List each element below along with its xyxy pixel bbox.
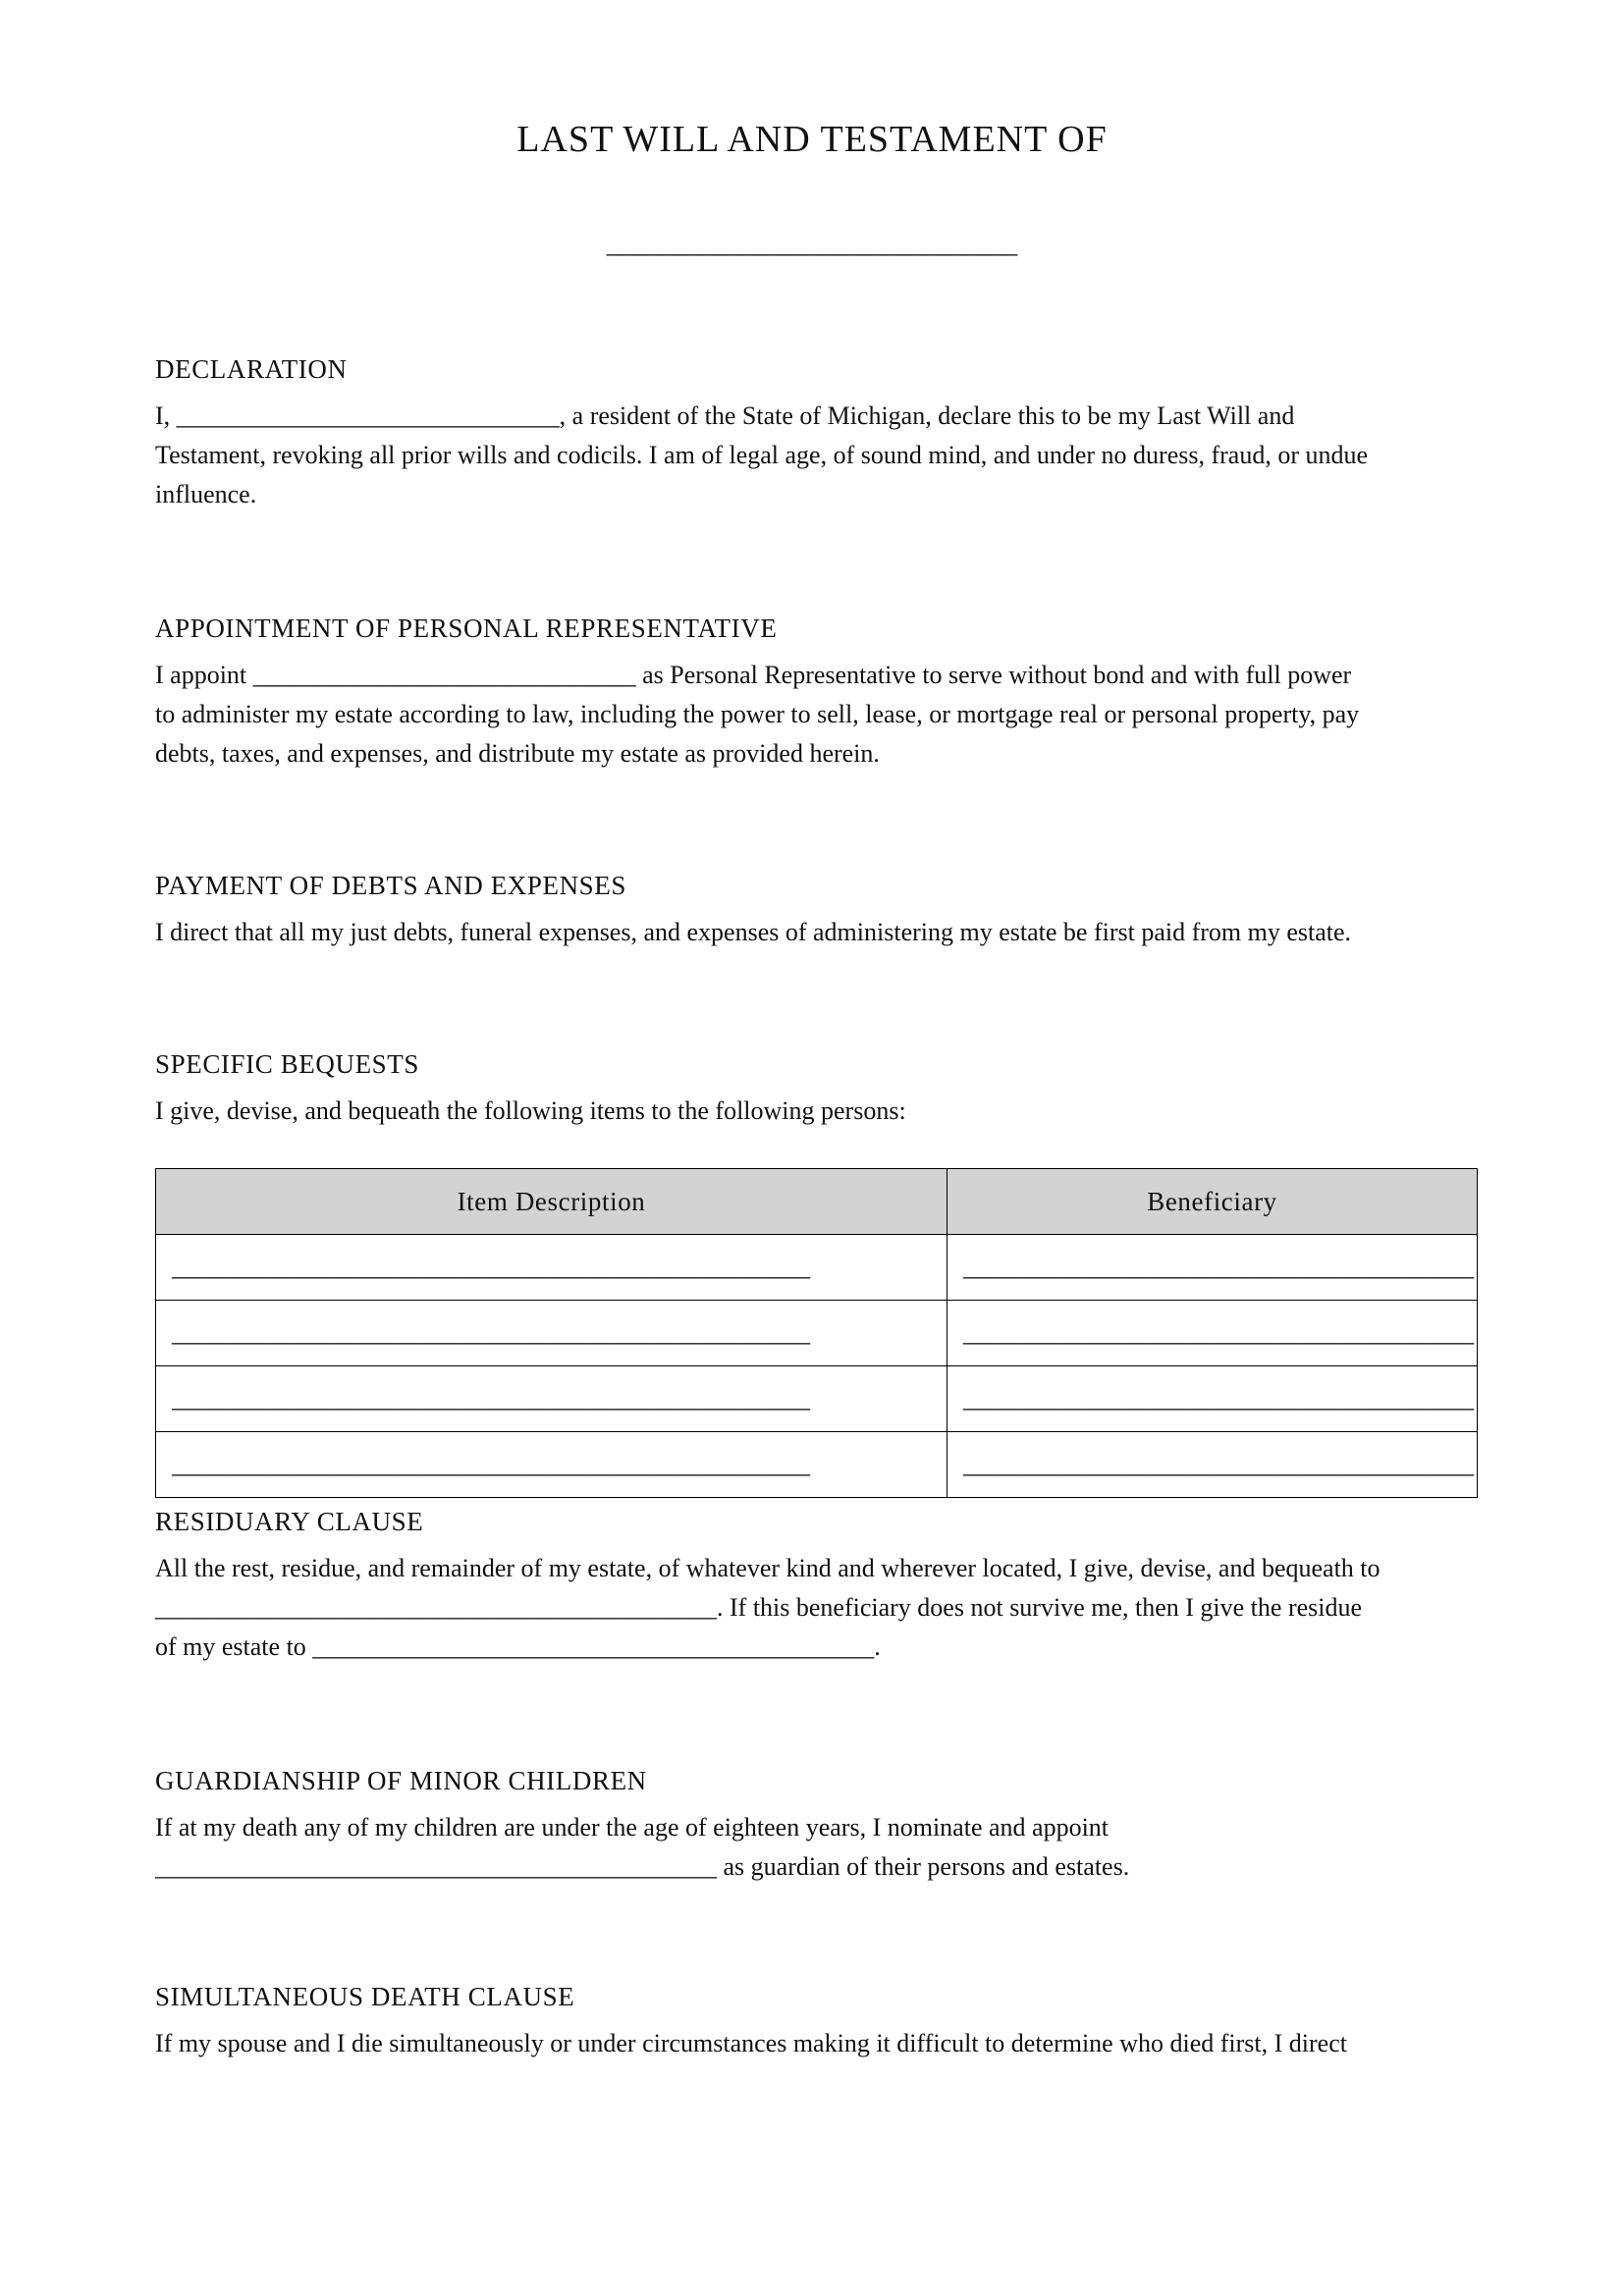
simultaneous-text: If my spouse and I die simultaneously or under circumstances making it difficult to determine who died first, I direct	[155, 2029, 1347, 2057]
column-header-beneficiary: Beneficiary	[947, 1169, 1478, 1235]
bequests-table	[155, 1168, 1478, 1498]
beneficiary-blank[interactable]: ________________________________________	[947, 1301, 1478, 1366]
table-row	[156, 1432, 1478, 1498]
appointment-heading: APPOINTMENT OF PERSONAL REPRESENTATIVE	[155, 614, 778, 643]
bequests-heading: SPECIFIC BEQUESTS	[155, 1049, 420, 1079]
residuary-text: All the rest, residue, and remainder of my estate, of whatever kind and wherever located, I give, devise, and bequeath to ____________________________________________. If this beneficiary does not survive me, then I give the residue of my estate to ____________________________________________.	[155, 1554, 1380, 1661]
testator-name-blank: _______________________________	[606, 229, 1018, 258]
bequests-text: I give, devise, and bequeath the following items to the following persons:	[155, 1096, 906, 1125]
document-title: LAST WILL AND TESTAMENT OF	[516, 119, 1108, 160]
declaration-text: I, ______________________________, a resident of the State of Michigan, declare this to be my Last Will and Testament, revoking all prior wills and codicils. I am of legal age, of sound mind, and under no duress, fraud, or undue influence.	[155, 401, 1369, 508]
item-description-blank[interactable]: __________________________________________________	[156, 1235, 947, 1301]
appointment-text: I appoint ______________________________ as Personal Representative to serve without bond and with full power to administer my estate according to law, including the power to sell, lease, or mortgage real or personal property, pay debts, taxes, and expenses, and distribute my estate as provided herein.	[155, 661, 1360, 768]
column-header-item-description: Item Description	[156, 1169, 947, 1235]
guardianship-heading: GUARDIANSHIP OF MINOR CHILDREN	[155, 1766, 647, 1795]
item-description-blank[interactable]: __________________________________________________	[156, 1301, 947, 1366]
beneficiary-blank[interactable]: ________________________________________	[947, 1432, 1478, 1498]
guardianship-text: If at my death any of my children are under the age of eighteen years, I nominate and appoint ____________________________________________ as guardian of their persons and estates.	[155, 1813, 1130, 1881]
declaration-heading: DECLARATION	[155, 354, 348, 384]
residuary-heading: RESIDUARY CLAUSE	[155, 1507, 424, 1536]
table-header-row	[156, 1169, 1478, 1235]
item-description-blank[interactable]: __________________________________________________	[156, 1366, 947, 1432]
table-row	[156, 1366, 1478, 1432]
beneficiary-blank[interactable]: ________________________________________	[947, 1235, 1478, 1301]
debts-heading: PAYMENT OF DEBTS AND EXPENSES	[155, 871, 627, 900]
table-row	[156, 1235, 1478, 1301]
beneficiary-blank[interactable]: ________________________________________	[947, 1366, 1478, 1432]
debts-text: I direct that all my just debts, funeral expenses, and expenses of administering my estate be first paid from my estate.	[155, 918, 1352, 946]
simultaneous-heading: SIMULTANEOUS DEATH CLAUSE	[155, 1982, 575, 2011]
table-row	[156, 1301, 1478, 1366]
item-description-blank[interactable]: __________________________________________________	[156, 1432, 947, 1498]
